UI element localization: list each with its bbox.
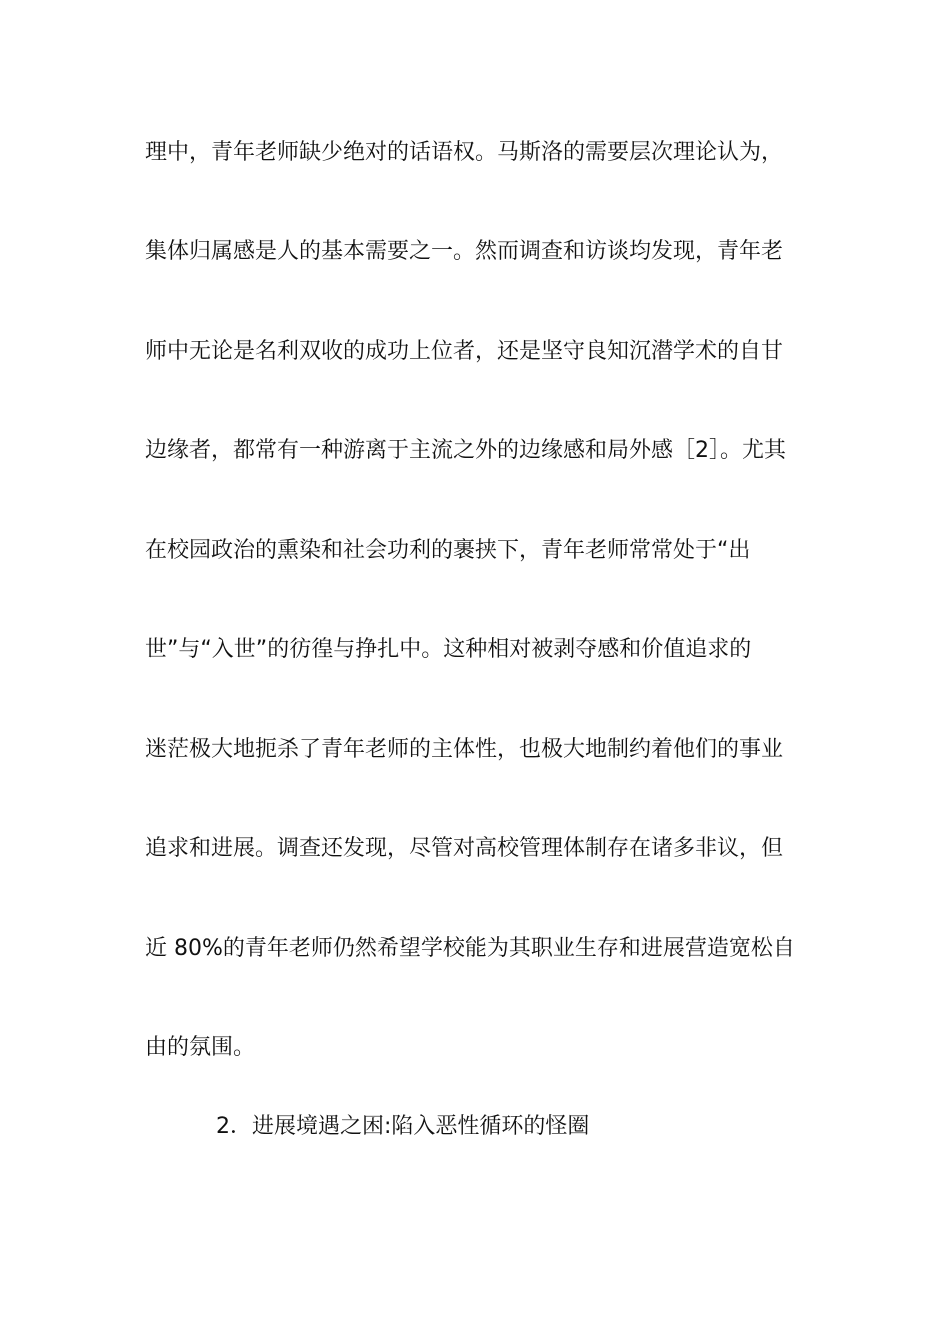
- paragraph-line-3: 师中无论是名利双收的成功上位者，还是坚守良知沉潜学术的自甘: [145, 339, 784, 364]
- paragraph-line-4: 边缘者，都常有一种游离于主流之外的边缘感和局外感［2］。尤其: [145, 438, 786, 463]
- paragraph-line-7: 迷茫极大地扼杀了青年老师的主体性，也极大地制约着他们的事业: [145, 737, 784, 762]
- paragraph-line-8: 追求和进展。调查还发现，尽管对高校管理体制存在诸多非议，但: [145, 836, 784, 861]
- paragraph-line-9: 近 80%的青年老师仍然希望学校能为其职业生存和进展营造宽松自: [145, 936, 795, 961]
- section-heading: 2．进展境遇之困:陷入恶性循环的怪圈: [216, 1114, 590, 1139]
- paragraph-line-1: 理中，青年老师缺少绝对的话语权。马斯洛的需要层次理论认为，: [145, 140, 784, 165]
- paragraph-line-5: 在校园政治的熏染和社会功利的裹挟下，青年老师常常处于“出: [145, 538, 751, 563]
- paragraph-line-2: 集体归属感是人的基本需要之一。然而调查和访谈均发现，青年老: [145, 239, 784, 264]
- paragraph-line-10: 由的氛围。: [145, 1035, 256, 1060]
- paragraph-line-6: 世”与“入世”的彷徨与挣扎中。这种相对被剥夺感和价值追求的: [145, 637, 752, 662]
